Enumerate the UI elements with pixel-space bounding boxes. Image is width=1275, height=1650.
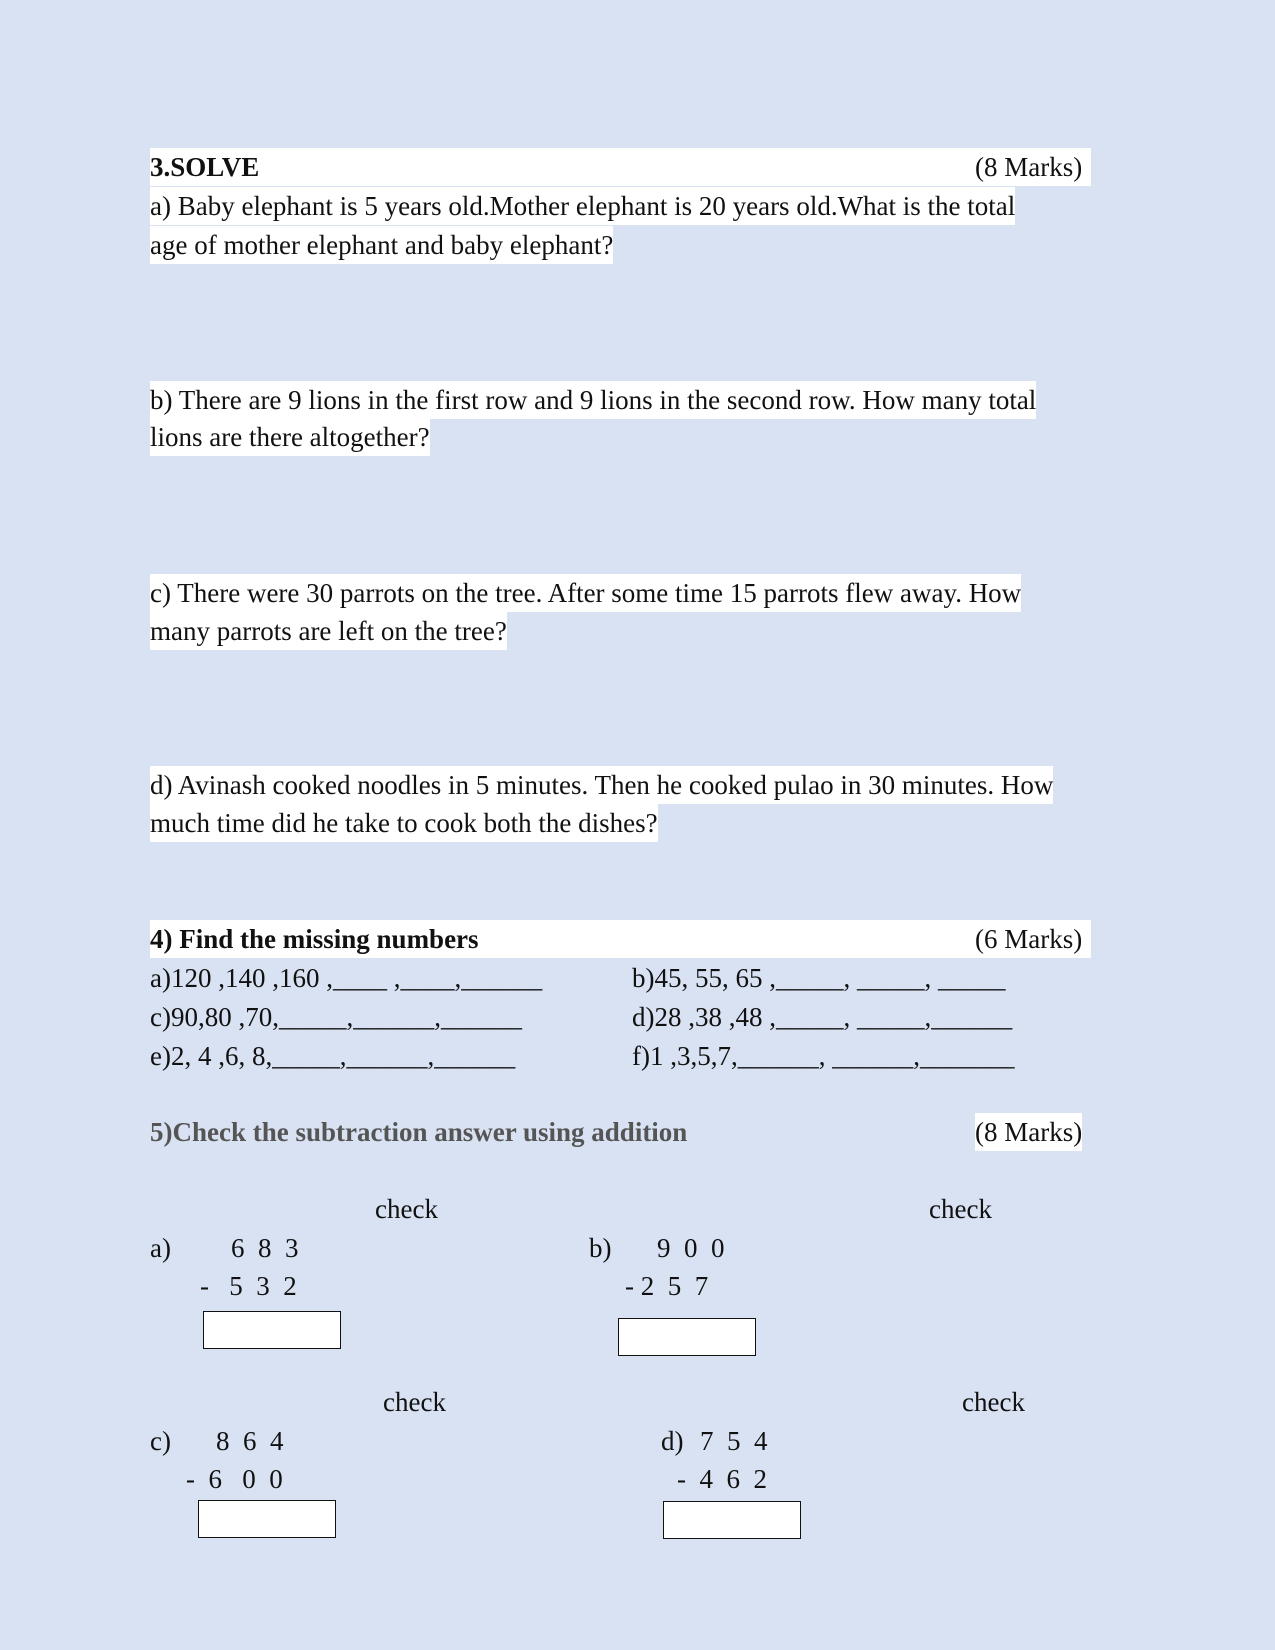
problem-c-subtrahend: - 6 0 0 bbox=[186, 1464, 283, 1494]
problem-d-minuend: 7 5 4 bbox=[700, 1426, 768, 1456]
problem-c-minuend: 8 6 4 bbox=[216, 1426, 284, 1456]
question-b-line2: lions are there altogether? bbox=[150, 418, 430, 456]
section5-marks: (8 Marks) bbox=[975, 1113, 1082, 1151]
sequence-a: a)120 ,140 ,160 ,____ ,____,______ bbox=[150, 963, 543, 993]
check-label-b: check bbox=[929, 1194, 992, 1224]
problem-a-subtrahend: - 5 3 2 bbox=[200, 1271, 297, 1301]
question-a-line1: a) Baby elephant is 5 years old.Mother elephant is 20 years old.What is the total bbox=[150, 187, 1015, 225]
problem-d-label: d) bbox=[661, 1426, 684, 1456]
question-c-line1: c) There were 30 parrots on the tree. After some time 15 parrots flew away. How bbox=[150, 574, 1021, 612]
sequence-c: c)90,80 ,70,_____,______,______ bbox=[150, 1002, 522, 1032]
problem-a-answer-box[interactable] bbox=[203, 1311, 341, 1349]
problem-a-label: a) bbox=[150, 1233, 171, 1263]
question-c-line2: many parrots are left on the tree? bbox=[150, 612, 507, 650]
section3-header-bar bbox=[150, 148, 1091, 186]
problem-d-answer-box[interactable] bbox=[663, 1501, 801, 1539]
sequence-d: d)28 ,38 ,48 ,_____, _____,______ bbox=[632, 1002, 1013, 1032]
section3-title: 3.SOLVE bbox=[150, 152, 260, 182]
problem-b-minuend: 9 0 0 bbox=[657, 1233, 725, 1263]
section3-marks: (8 Marks) bbox=[975, 152, 1083, 182]
question-d-line1: d) Avinash cooked noodles in 5 minutes. Then he cooked pulao in 30 minutes. How bbox=[150, 766, 1053, 804]
question-b-line1: b) There are 9 lions in the first row and 9 lions in the second row. How many total bbox=[150, 381, 1036, 419]
question-d-line2: much time did he take to cook both the dishes? bbox=[150, 804, 658, 842]
problem-c-answer-box[interactable] bbox=[198, 1500, 336, 1538]
problem-d-subtrahend: - 4 6 2 bbox=[677, 1464, 767, 1494]
problem-a-minuend: 6 8 3 bbox=[231, 1233, 299, 1263]
section4-title: 4) Find the missing numbers bbox=[150, 924, 479, 954]
check-label-c: check bbox=[383, 1387, 446, 1417]
check-label-d: check bbox=[962, 1387, 1025, 1417]
problem-b-answer-box[interactable] bbox=[618, 1318, 756, 1356]
problem-b-label: b) bbox=[589, 1233, 612, 1263]
section5-title: 5)Check the subtraction answer using addition bbox=[150, 1117, 688, 1147]
check-label-a: check bbox=[375, 1194, 438, 1224]
problem-b-subtrahend: - 2 5 7 bbox=[625, 1271, 709, 1301]
sequence-b: b)45, 55, 65 ,_____, _____, _____ bbox=[632, 963, 1006, 993]
question-a-line2: age of mother elephant and baby elephant? bbox=[150, 226, 613, 264]
sequence-e: e)2, 4 ,6, 8,_____,______,______ bbox=[150, 1041, 516, 1071]
section4-marks: (6 Marks) bbox=[975, 924, 1083, 954]
sequence-f: f)1 ,3,5,7,______, ______,_______ bbox=[632, 1041, 1015, 1071]
problem-c-label: c) bbox=[150, 1426, 171, 1456]
